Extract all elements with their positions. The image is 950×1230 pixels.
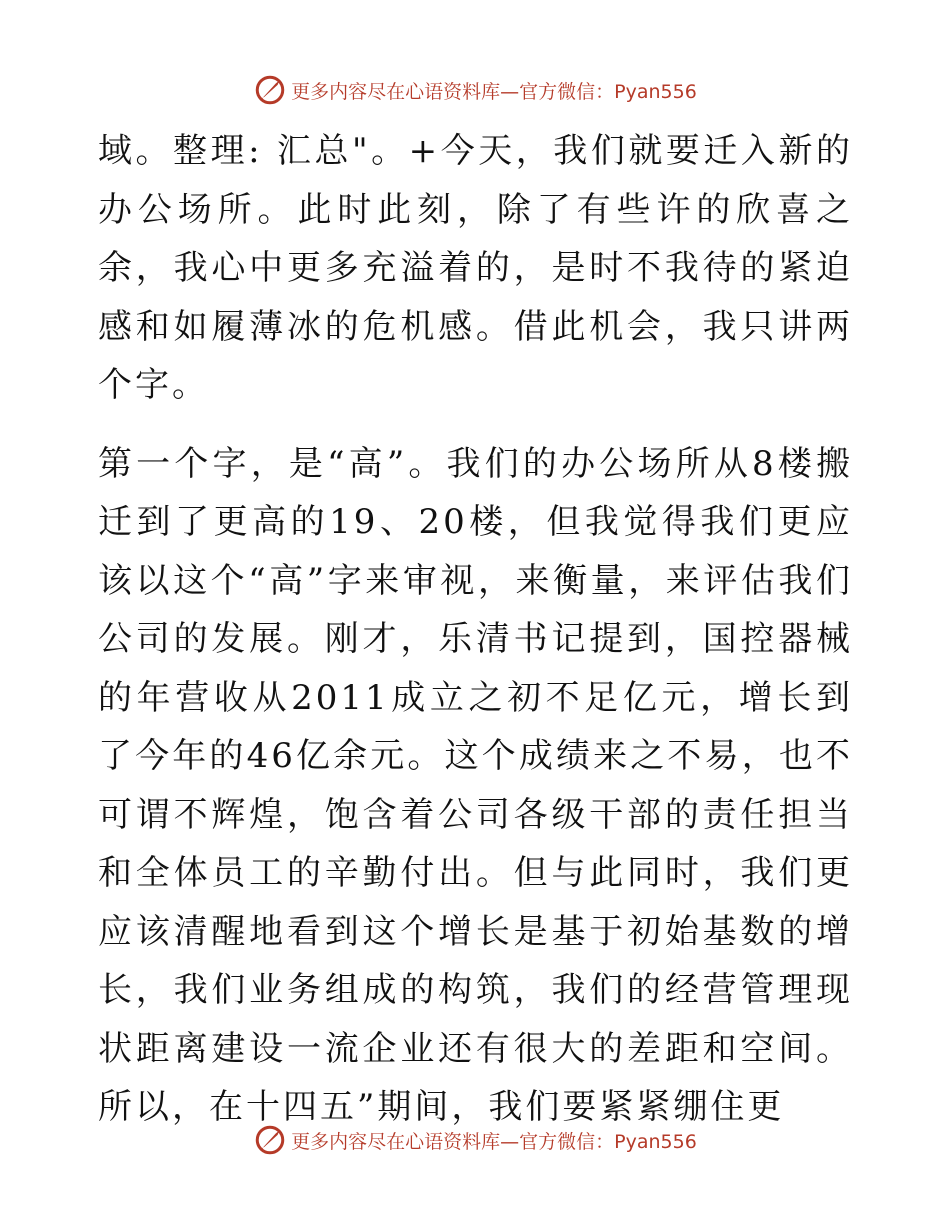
watermark-text: 更多内容尽在心语资料库—官方微信：Pyan556: [291, 80, 697, 103]
watermark-text: 更多内容尽在心语资料库—官方微信：Pyan556: [291, 1130, 697, 1153]
paragraph-2: 第一个字，是“高”。我们的办公场所从8楼搬迁到了更高的19、20楼，但我觉得我们更应该以这个“高”字来审视，来衡量，来评估我们公司的发展。刚才，乐清书记提到，国控器械的年营收从2011成立之初不足亿元，增长到了今年的46亿余元。这个成绩来之不易，也不可谓不辉煌，饱含着公司各级干部的责任担当和全体员工的辛勤付出。但与此同时，我们更应该清醒地看到这个增长是基于初始基数的增长，我们业务组成的构筑，我们的经营管理现状距离建设一流企业还有很大的差距和空间。所以，在十四五”期间，我们要紧紧绷住更: [98, 443, 853, 1127]
paragraph-1: 域。整理: 汇总"。+今天，我们就要迁入新的办公场所。此时此刻，除了有些许的欣喜之余，我心中更多充溢着的，是时不我待的紧迫感和如履薄冰的危机感。借此机会，我只讲两个字。: [98, 131, 853, 405]
document-body: [98, 122, 853, 1137]
footer-watermark: [0, 1120, 950, 1160]
quill-pen-logo-icon: [253, 1123, 287, 1157]
header-watermark: [0, 70, 950, 110]
quill-pen-logo-icon: [253, 73, 287, 107]
